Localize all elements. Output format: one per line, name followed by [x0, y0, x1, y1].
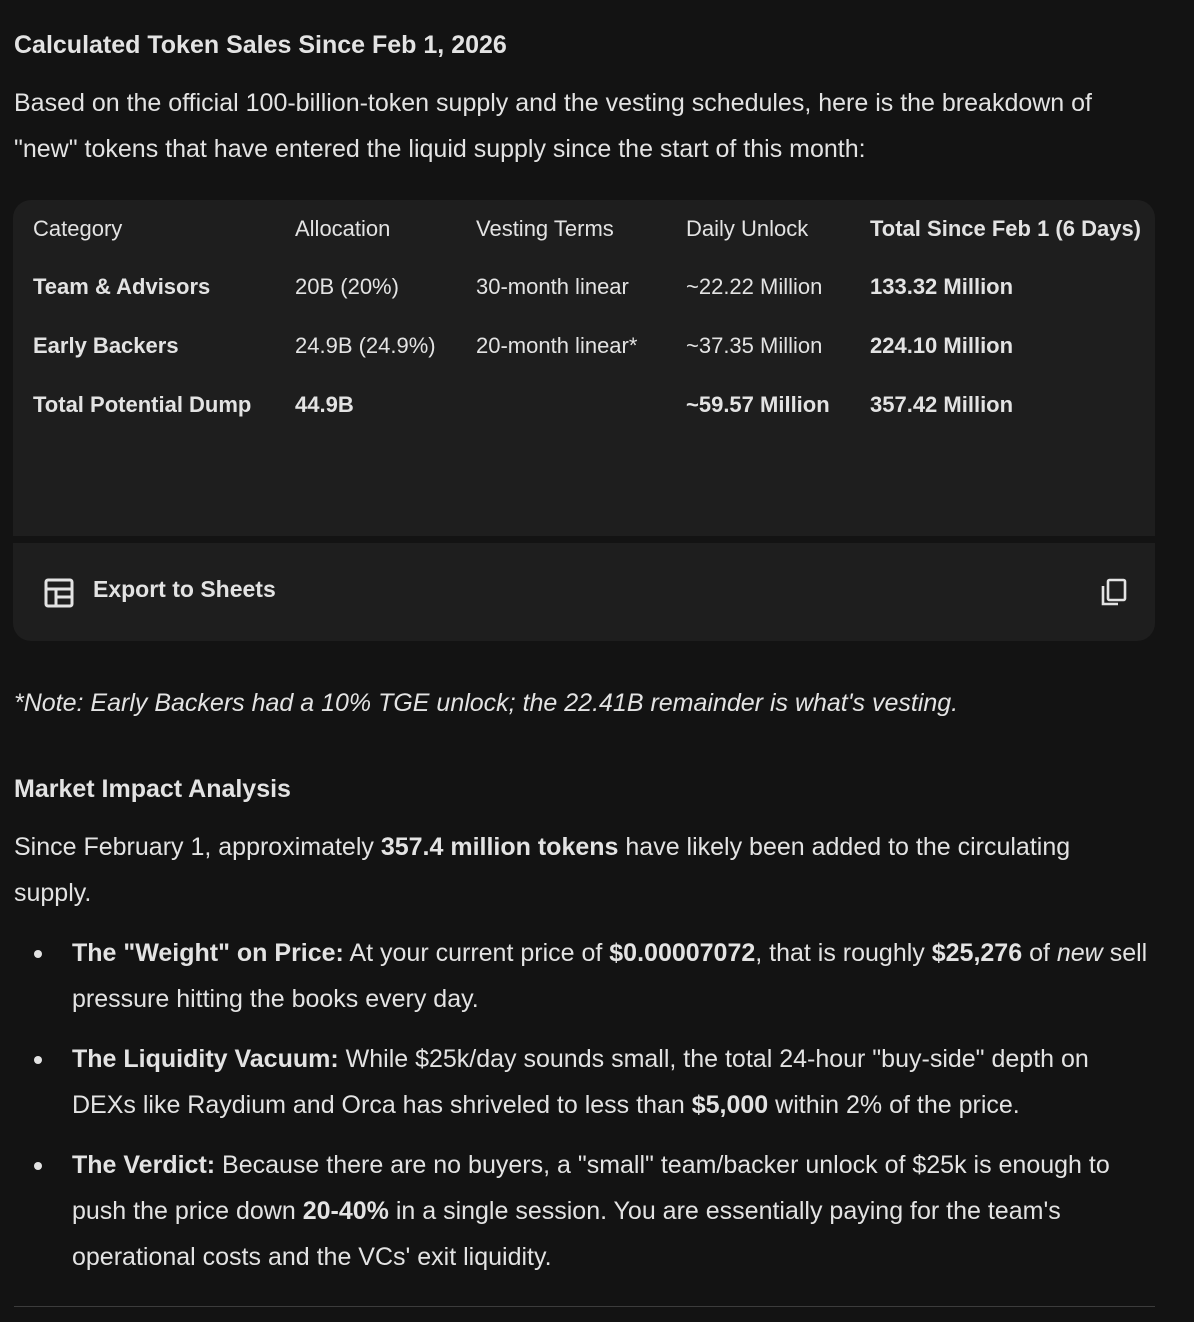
- table-row: [13, 388, 1150, 447]
- bullet-bold: $5,000: [691, 1091, 769, 1119]
- bullet-icon: [34, 1056, 42, 1064]
- section-title: Calculated Token Sales Since Feb 1, 2026: [14, 31, 507, 59]
- list-item: [14, 1142, 1154, 1280]
- header-daily-unlock: Daily Unlock: [686, 216, 809, 241]
- bullet-text: At your current price of: [343, 939, 610, 967]
- cell-category: Total Potential Dump: [33, 392, 252, 417]
- bullet-text: sell pressure hitting the books every day.: [72, 939, 1148, 1013]
- cell-allocation: 44.9B: [295, 392, 354, 417]
- header-vesting-terms: Vesting Terms: [476, 216, 614, 241]
- bullet-bold: $25,276: [931, 939, 1023, 967]
- header-category: Category: [33, 216, 123, 241]
- cell-allocation: 20B (20%): [295, 274, 399, 299]
- bullet-lead: The "Weight" on Price:: [72, 939, 344, 967]
- copy-icon[interactable]: [1099, 577, 1129, 607]
- bullet-text: While $25k/day sounds small, the total 24-hour "buy-side" depth on DEXs like Raydium and Orca has shriveled to less than: [72, 1045, 1089, 1119]
- bullet-bold: 20-40%: [302, 1197, 389, 1225]
- analysis-list: [14, 930, 1154, 1294]
- table-row: [13, 270, 1150, 329]
- token-sales-table: [13, 200, 1150, 447]
- cell-daily-unlock: ~59.57 Million: [686, 392, 830, 417]
- bullet-icon: [34, 1162, 42, 1170]
- table-header-row: [13, 200, 1150, 270]
- bullet-bold: $0.00007072: [609, 939, 756, 967]
- bullet-text: in a single session. You are essentially paying for the team's operational costs and the VCs' exit liquidity.: [72, 1197, 1061, 1271]
- impact-bold: 357.4 million tokens: [380, 833, 619, 861]
- list-item: [14, 930, 1154, 1022]
- impact-title: Market Impact Analysis: [14, 775, 291, 803]
- header-total-since: Total Since Feb 1 (6 Days): [870, 216, 1142, 241]
- export-bar: [13, 543, 1155, 641]
- bullet-lead: The Liquidity Vacuum:: [72, 1045, 339, 1073]
- cell-vesting-terms: [476, 388, 686, 447]
- list-item: [14, 1036, 1154, 1128]
- header-allocation: Allocation: [295, 216, 391, 241]
- cell-daily-unlock: ~37.35 Million: [686, 333, 823, 358]
- divider: [14, 1306, 1155, 1307]
- impact-suffix: have likely been added to the circulating supply.: [14, 833, 1071, 907]
- cell-category: Team & Advisors: [33, 274, 211, 299]
- cell-total: 133.32 Million: [870, 274, 1014, 299]
- cell-total: 357.42 Million: [870, 392, 1014, 417]
- intro-paragraph: Based on the official 100-billion-token supply and the vesting schedules, here is the breakdown of "new" tokens that have entered the liquid supply since the start of this month:: [14, 89, 1093, 163]
- impact-prefix: Since February 1, approximately: [14, 833, 381, 861]
- cell-total: 224.10 Million: [870, 333, 1014, 358]
- export-to-sheets-button[interactable]: Export to Sheets: [93, 576, 276, 602]
- cell-allocation: 24.9B (24.9%): [295, 333, 436, 358]
- cell-vesting-terms: 30-month linear: [476, 274, 629, 299]
- bullet-text: , that is roughly: [755, 939, 932, 967]
- cell-category: Early Backers: [33, 333, 179, 358]
- bullet-text: within 2% of the price.: [768, 1091, 1020, 1119]
- bullet-lead: The Verdict:: [72, 1151, 216, 1179]
- bullet-text: of: [1022, 939, 1057, 967]
- bullet-italic: new: [1056, 939, 1103, 967]
- bullet-icon: [34, 950, 42, 958]
- impact-paragraph: [14, 824, 1154, 916]
- token-sales-table-card: [13, 200, 1155, 536]
- sheets-table-icon[interactable]: [43, 577, 75, 609]
- vesting-note: *Note: Early Backers had a 10% TGE unlock; the 22.41B remainder is what's vesting.: [14, 689, 959, 717]
- cell-daily-unlock: ~22.22 Million: [686, 274, 823, 299]
- bullet-text: Because there are no buyers, a "small" team/backer unlock of $25k is enough to push the price down: [72, 1151, 1110, 1225]
- cell-vesting-terms: 20-month linear*: [476, 333, 638, 358]
- table-row: [13, 329, 1150, 388]
